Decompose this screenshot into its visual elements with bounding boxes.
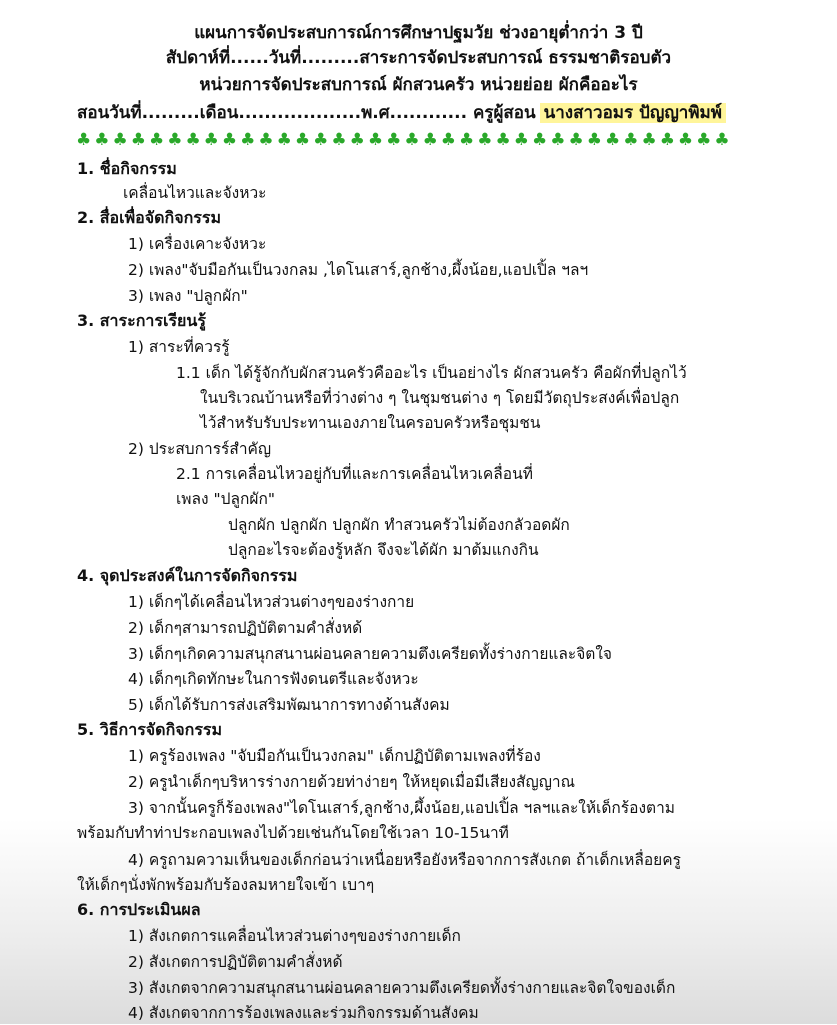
body-line: 2) เด็กๆสามารถปฏิบัติตามคำสั่งหด้ — [128, 619, 363, 637]
body-line: ปลูกอะไรจะต้องรู้หลัก จึงจะได้ผัก มาต้มแกงกิน — [228, 541, 539, 559]
body-line: 2) ประสบการร์สำคัญ — [128, 440, 272, 458]
body-line: 2) ครูนำเด็กๆบริหารร่างกายด้วยท่าง่ายๆ ให้หยุดเมื่อมีเสียงสัญญาณ — [128, 773, 576, 791]
teacher-name: นางสาวอมร ปัญญาพิมพ์ — [540, 103, 726, 123]
section-heading: 2. สื่อเพื่อจัดกิจกรรม — [77, 208, 222, 227]
body-line: 3) เพลง "ปลูกผัก" — [128, 287, 248, 305]
body-line: 4) เด็กๆเกิดทักษะในการฟังดนตรีและจังหวะ — [128, 670, 419, 688]
body-line: 4) สังเกตจากการร้องเพลงและร่วมกิจกรรมด้านสังคม — [128, 1004, 479, 1022]
body-line: 4) ครูถามความเห็นของเด็กก่อนว่าเหนื่อยหรือยังหรือจากการสังเกต ถ้าเด็กเหลื่อยครู — [128, 851, 681, 869]
body-line: พร้อมกับทำท่าประกอบเพลงไปด้วยเช่นกันโดยใช้เวลา 10-15นาที — [77, 824, 509, 842]
section-heading: 1. ชื่อกิจกรรม — [77, 159, 177, 178]
body-line: 5) เด็กได้รับการส่งเสริมพัฒนาการทางด้านสังคม — [128, 696, 450, 714]
unit-line: หน่วยการจัดประสบการณ์ ผักสวนครัว หน่วยย่อย ผักคืออะไร — [199, 75, 638, 95]
body-line: 3) จากนั้นครูก็ร้องเพลง"ไดโนเสาร์,ลูกช้าง,ผึ้งน้อย,แอปเปิ้ล ฯลฯและให้เด็กร้องตาม — [128, 799, 675, 817]
body-line: 2) เพลง"จับมือกันเป็นวงกลม ,ไดโนเสาร์,ลูกช้าง,ผึ้งน้อย,แอปเปิ้ล ฯลฯ — [128, 261, 589, 279]
body-line: 2.1 การเคลื่อนไหวอยู่กับที่และการเคลื่อนไหวเคลื่อนที่ — [176, 465, 533, 483]
body-line: 1) สังเกตการแคลื่อนไหวส่วนต่างๆของร่างกายเด็ก — [128, 927, 461, 945]
week-day-subject-line: สัปดาห์ที่......วันที่.........สาระการจัดประสบการณ์ ธรรมชาติรอบตัว — [165, 48, 672, 68]
body-line: 1) สาระที่ควรรู้ — [128, 338, 230, 356]
teaching-date-row — [77, 100, 726, 126]
body-line: ไว้สำหรับรับประทานเองภายในครอบครัวหรือชุมชน — [200, 414, 541, 432]
section-heading: 4. จุดประสงค์ในการจัดกิจกรรม — [77, 566, 298, 585]
section-heading: 3. สาระการเรียนรู้ — [77, 311, 206, 330]
body-line: เพลง "ปลูกผัก" — [176, 490, 275, 508]
body-line: 1) เด็กๆได้เคลื่อนไหวส่วนต่างๆของร่างกาย — [128, 593, 415, 611]
body-line: เคลื่อนไหวและจังหวะ — [123, 184, 267, 202]
body-line: ในบริเวณบ้านหรือที่ว่างต่าง ๆ ในชุมชนต่าง ๆ โดยมีวัตถุประสงค์เพื่อปลูก — [200, 389, 680, 407]
body-line: 1) ครูร้องเพลง "จับมือกันเป็นวงกลม" เด็กปฏิบัติตามเพลงที่ร้อง — [128, 747, 541, 765]
body-line: 3) เด็กๆเกิดความสนุกสนานผ่อนคลายความตึงเครียดทั้งร่างกายและจิตใจ — [128, 645, 613, 663]
clover-divider: ♣♣♣♣♣♣♣♣♣♣♣♣♣♣♣♣♣♣♣♣♣♣♣♣♣♣♣♣♣♣♣♣♣♣♣♣ — [76, 130, 733, 150]
body-line: 1.1 เด็ก ได้รู้จักกับผักสวนครัวคืออะไร เป็นอย่างไร ผักสวนครัว คือผักที่ปลูกไว้ — [176, 364, 687, 382]
body-line: 1) เครื่องเคาะจังหวะ — [128, 235, 267, 253]
body-line: ให้เด็กๆนั่งพักพร้อมกับร้องลมหายใจเข้า เบาๆ — [77, 876, 375, 894]
teaching-date-label: สอนวันที่.........เดือน...................พ.ศ............ ครูผู้สอน — [77, 103, 536, 123]
body-line: 2) สังเกตการปฏิบัติตามคำสั่งหด้ — [128, 953, 343, 971]
section-heading: 5. วิธีการจัดกิจกรรม — [77, 720, 223, 739]
body-line: 3) สังเกตจากความสนุกสนานผ่อนคลายความตึงเครียดทั้งร่างกายและจิตใจของเด็ก — [128, 979, 676, 997]
section-heading: 6. การประเมินผล — [77, 900, 201, 919]
document-title: แผนการจัดประสบการณ์การศึกษาปฐมวัย ช่วงอายุต่ำกว่า 3 ปี — [194, 23, 643, 43]
body-line: ปลูกผัก ปลูกผัก ปลูกผัก ทำสวนครัวไม่ต้องกลัวอดผัก — [228, 516, 570, 534]
